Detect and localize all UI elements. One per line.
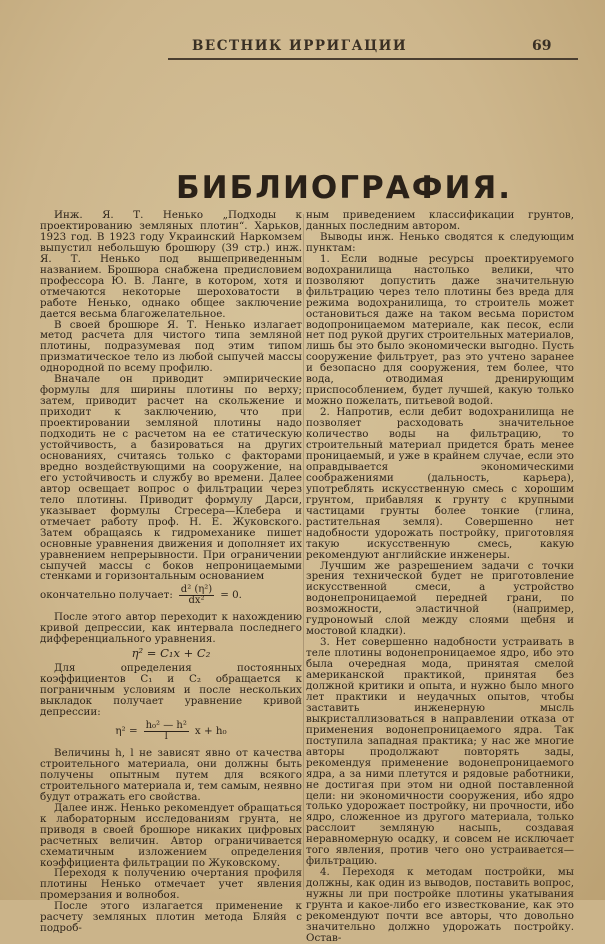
header-rule: [168, 58, 578, 60]
paragraph: Далее инж. Ненько рекомендует обращаться к лабораторным исследованиям грунта, не приводя в своей брошюре никаких цифровых расчетных величин. Автор ограничивается схематичным изложением определения коэффициента фильтрации по Жуковскому.: [40, 801, 302, 869]
running-head: ВЕСТНИК ИРРИГАЦИИ: [192, 38, 408, 54]
paragraph: После этого автор переходит к нахождению кривой депрессии, как интервала последнего дифференциального уравнения.: [40, 611, 302, 646]
paragraph: Переходя к получению очертания профиля плотины Ненько отмечает учет явления промерзания и волнобоя.: [40, 867, 302, 902]
paragraph: 2. Напротив, если дебит водохранилища не позволяет расходовать значительное количество воды на фильтрацию, то строительный материал придется брать менее проницаемый, и уже в крайнем случае, если это оправдывается экономическими соображениями (дальность, карьера), употреблять искусственную смесь с хорошим грунтом, прибавляя к грунту с крупными частицами грунты более тонкие (глина, растительная земля). Совершенно нет надобности удорожать постройку, приготовляя такую искусственную смесь, какую рекомендуют английские инженеры.: [306, 406, 574, 561]
column-divider: [303, 214, 304, 890]
left-column: [40, 210, 302, 934]
paragraph: Вначале он приводит эмпирические формулы для ширины плотины по верху; затем, приводит расчет на скольжение и приходит к заключению, что при проектировании земляной плотины надо подходить не с расчетом на ее статическую устойчивость, а базироваться на других основаниях, считаясь только с факторами вредно воздействующими на сооружение, на его устойчивость и службу во времени. Далее автор освещает вопрос о фильтрации через тело плотины. Приводит формулу Дарси, указывает формулы Сгресера—Клебера и отмечает работу проф. Н. Е. Жуковского. Затем обращаясь к гидромеханике пишет основные уравнения движения и дополняет их уравнением непрерывности. При ограничении сыпучей массы с боков непроницаемыми стенками и горизонтальным основанием: [40, 373, 302, 583]
page-number: 69: [532, 38, 552, 54]
paragraph: 3. Нет совершенно надобности устраивать в теле плотины водонепроницаемое ядро, ибо это была очередная мода, принятая смелой американской практикой, принятая без должной критики и опыта, и нужно было много лет практики и неудачных опытов, чтобы заставить инженерную мысль выкристаллизоваться в направлении отказа от применения водонепроницаемого ядра. Так поступила западная практика; у нас же многие авторы продолжают повторять зады, рекомендуя применение водонепроницаемого ядра, а за ними плетутся и рядовые работники, не достигая при этом ни одной поставленной цели: ни экономичности сооружения, ибо ядро только удорожает постройку, ни прочности, ибо ядро, сложенное из другого материала, только расслоит земляную насыпь, создавая неравномерную осадку, и совсем не исключает того явления, против чего оно устраивается—фильтрацию.: [306, 636, 574, 868]
paragraph: Лучшим же разрешением задачи с точки зрения технической будет не приготовление искусственной смеси, а устройство водонепроницаемой передней грани, по возможности, эластичной (например, гудронowый слой между слоями щебня и мостовой кладки).: [306, 559, 574, 638]
paragraph: Величины h, l не зависят явно от качества строительного материала, они должны быть получены опытным путем для всякого строительного материала и, тем самым, неявно будут отражать его свойства.: [40, 746, 302, 803]
equation-2: η² = C₁x + C₂: [131, 646, 211, 661]
paragraph: Для определения постоянных коэффициентов C₁ и C₂ обращается к пограничным условиям и после нескольких выкладок получает уравнение кривой депрессии:: [40, 662, 302, 719]
paragraph: В своей брошюре Я. Т. Ненько излагает метод расчета для чистого типа земляной плотины, подразумевая под этим типом призматическое тело из любой сыпучей массы однородной по всему профилю.: [40, 318, 302, 375]
equation-1: [40, 585, 302, 606]
equation-1-numerator: d² (η²): [180, 584, 213, 596]
equation-1-denominator: dx²: [188, 595, 205, 607]
equation-3-fraction: [144, 721, 189, 742]
paragraph: 4. Переходя к методам постройки, мы должны, как один из выводов, поставить вопрос, нужны ли при постройке плотины укатывания грунта и какое-либо его известкование, как это рекомендуют почти все авторы, что довольно значительно должно удорожать постройку. Остав-: [306, 866, 574, 944]
equation-1-rhs: = 0.: [220, 589, 242, 602]
paragraph: 1. Если водные ресурсы проектируемого водохранилища настолько велики, что позволяют допустить даже значительную фильтрацию через тело плотины без вреда для режима водохранилища, то строитель может остановиться даже на таком весьма пористом водопроницаемом материале, как песок, если нет под рукой других строительных материалов, лишь бы это было экономически выгодно. Пусть сооружение фильтрует, раз это учтено заранее и безопасно для сооружения, тем более, что вода, отводимая дренирующим приспособлением, будет лучшей, какую только можно пожелать, питьевой водой.: [306, 252, 574, 408]
equation-3: [40, 721, 302, 742]
equation-3-denominator: l: [164, 730, 168, 742]
section-title: БИБЛИОГРАФИЯ.: [176, 170, 513, 206]
paragraph: После этого излагается применение к расчету земляных плотин метода Бляйя с подроб-: [40, 900, 302, 935]
equation-3-rhs: x + h₀: [194, 725, 227, 737]
paragraph: Выводы инж. Ненько сводятся к следующим пунктам:: [306, 230, 574, 254]
equation-1-fraction: [179, 585, 214, 606]
equation-3-numerator: h₀² — h²: [145, 719, 187, 731]
equation-3-lhs: η² =: [115, 725, 138, 737]
right-column: [306, 210, 574, 944]
paragraph: Инж. Я. Т. Ненько „Подходы к проектированию земляных плотин“. Харьков, 1923 год. В 1923 году Украинский Наркомзем выпустил небольшую брошюру (39 стр.) инж. Я. Т. Ненько под вышеприведенным названием. Брошюра снабжена предисловием профессора Ю. В. Ланге, в котором, хотя и отмечаются некоторые шероховатости в работе Ненько, однако общее заключение дается весьма благожелательное.: [40, 209, 302, 320]
paragraph: ным приведением классификации грунтов, данных последним автором.: [306, 209, 574, 232]
equation-1-label: окончательно получает:: [40, 589, 173, 602]
